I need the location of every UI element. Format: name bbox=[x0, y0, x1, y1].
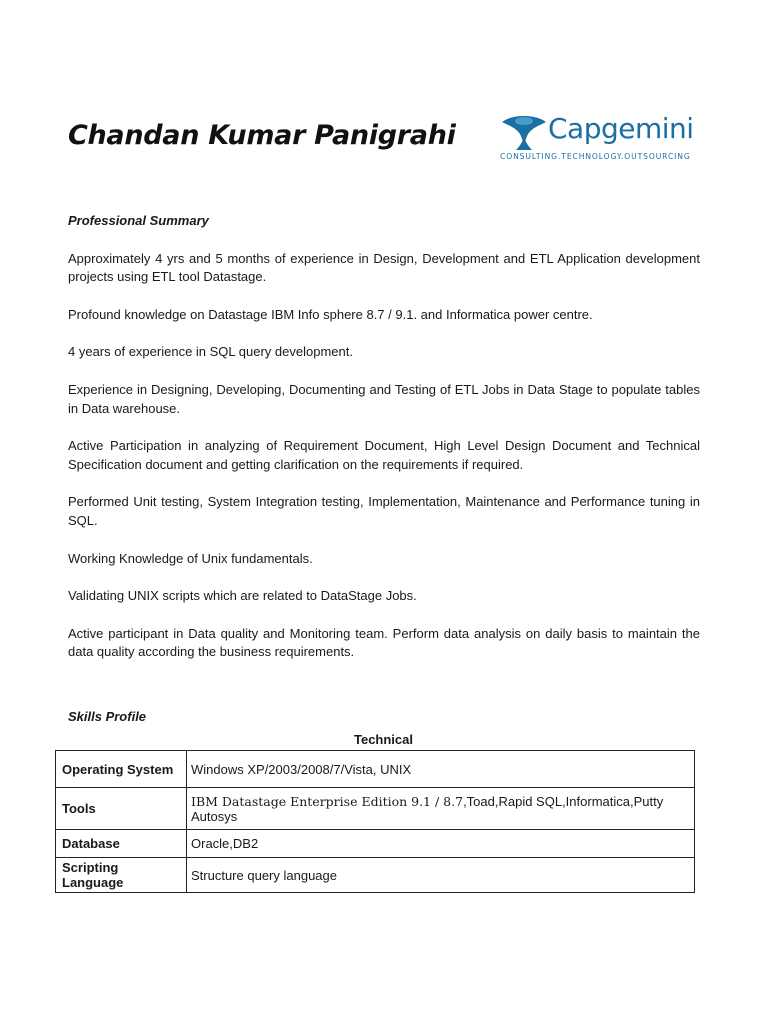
skill-value: Structure query language bbox=[187, 858, 695, 893]
logo-tagline: CONSULTING.TECHNOLOGY.OUTSOURCING bbox=[500, 152, 691, 161]
section-title-summary: Professional Summary bbox=[68, 213, 209, 228]
summary-item: Performed Unit testing, System Integration testing, Implementation, Maintenance and Performance tuning in SQL. bbox=[68, 494, 700, 528]
skill-value: Oracle,DB2 bbox=[187, 830, 695, 858]
skills-profile-section bbox=[68, 709, 708, 724]
summary-item: Working Knowledge of Unix fundamentals. bbox=[68, 550, 313, 566]
skill-label: Database bbox=[56, 830, 187, 858]
skills-table bbox=[55, 750, 695, 893]
summary-item: Profound knowledge on Datastage IBM Info sphere 8.7 / 9.1. and Informatica power centre. bbox=[68, 306, 593, 322]
spade-icon bbox=[498, 112, 550, 154]
skill-value-tool: IBM Datastage Enterprise Edition 9.1 / 8.7 bbox=[191, 793, 464, 809]
skill-label: Scripting Language bbox=[56, 858, 187, 893]
logo-brand-text: Capgemini bbox=[548, 112, 694, 145]
skill-value bbox=[187, 788, 695, 830]
summary-item: Active Participation in analyzing of Requirement Document, High Level Design Document and Technical Specification document and getting clarification on the requirements if required. bbox=[68, 438, 700, 472]
summary-item: Approximately 4 yrs and 5 months of experience in Design, Development and ETL Application development projects using ETL tool Datastage. bbox=[68, 250, 700, 285]
skill-label: Tools bbox=[56, 788, 187, 830]
summary-item: 4 years of experience in SQL query development. bbox=[68, 344, 353, 360]
summary-item: Validating UNIX scripts which are related to DataStage Jobs. bbox=[68, 588, 417, 604]
technical-heading: Technical bbox=[353, 732, 413, 747]
professional-summary-section bbox=[68, 212, 700, 681]
section-title-skills: Skills Profile bbox=[68, 709, 147, 724]
capgemini-logo bbox=[498, 112, 694, 164]
skill-label: Operating System bbox=[56, 751, 187, 788]
table-row bbox=[56, 788, 695, 830]
skill-value: Windows XP/2003/2008/7/Vista, UNIX bbox=[187, 751, 695, 788]
table-row bbox=[56, 830, 695, 858]
candidate-name: Chandan Kumar Panigrahi bbox=[68, 120, 456, 151]
table-row bbox=[56, 751, 695, 788]
summary-item: Active participant in Data quality and Monitoring team. Perform data analysis on daily basis to maintain the data quality according the business requirements. bbox=[68, 625, 700, 660]
table-row bbox=[56, 858, 695, 893]
summary-item: Experience in Designing, Developing, Documenting and Testing of ETL Jobs in Data Stage to populate tables in Data warehouse. bbox=[68, 381, 700, 416]
skill-value-tools-rest: ,Toad,Rapid SQL,Informatica,Putty Autosys bbox=[191, 793, 664, 824]
